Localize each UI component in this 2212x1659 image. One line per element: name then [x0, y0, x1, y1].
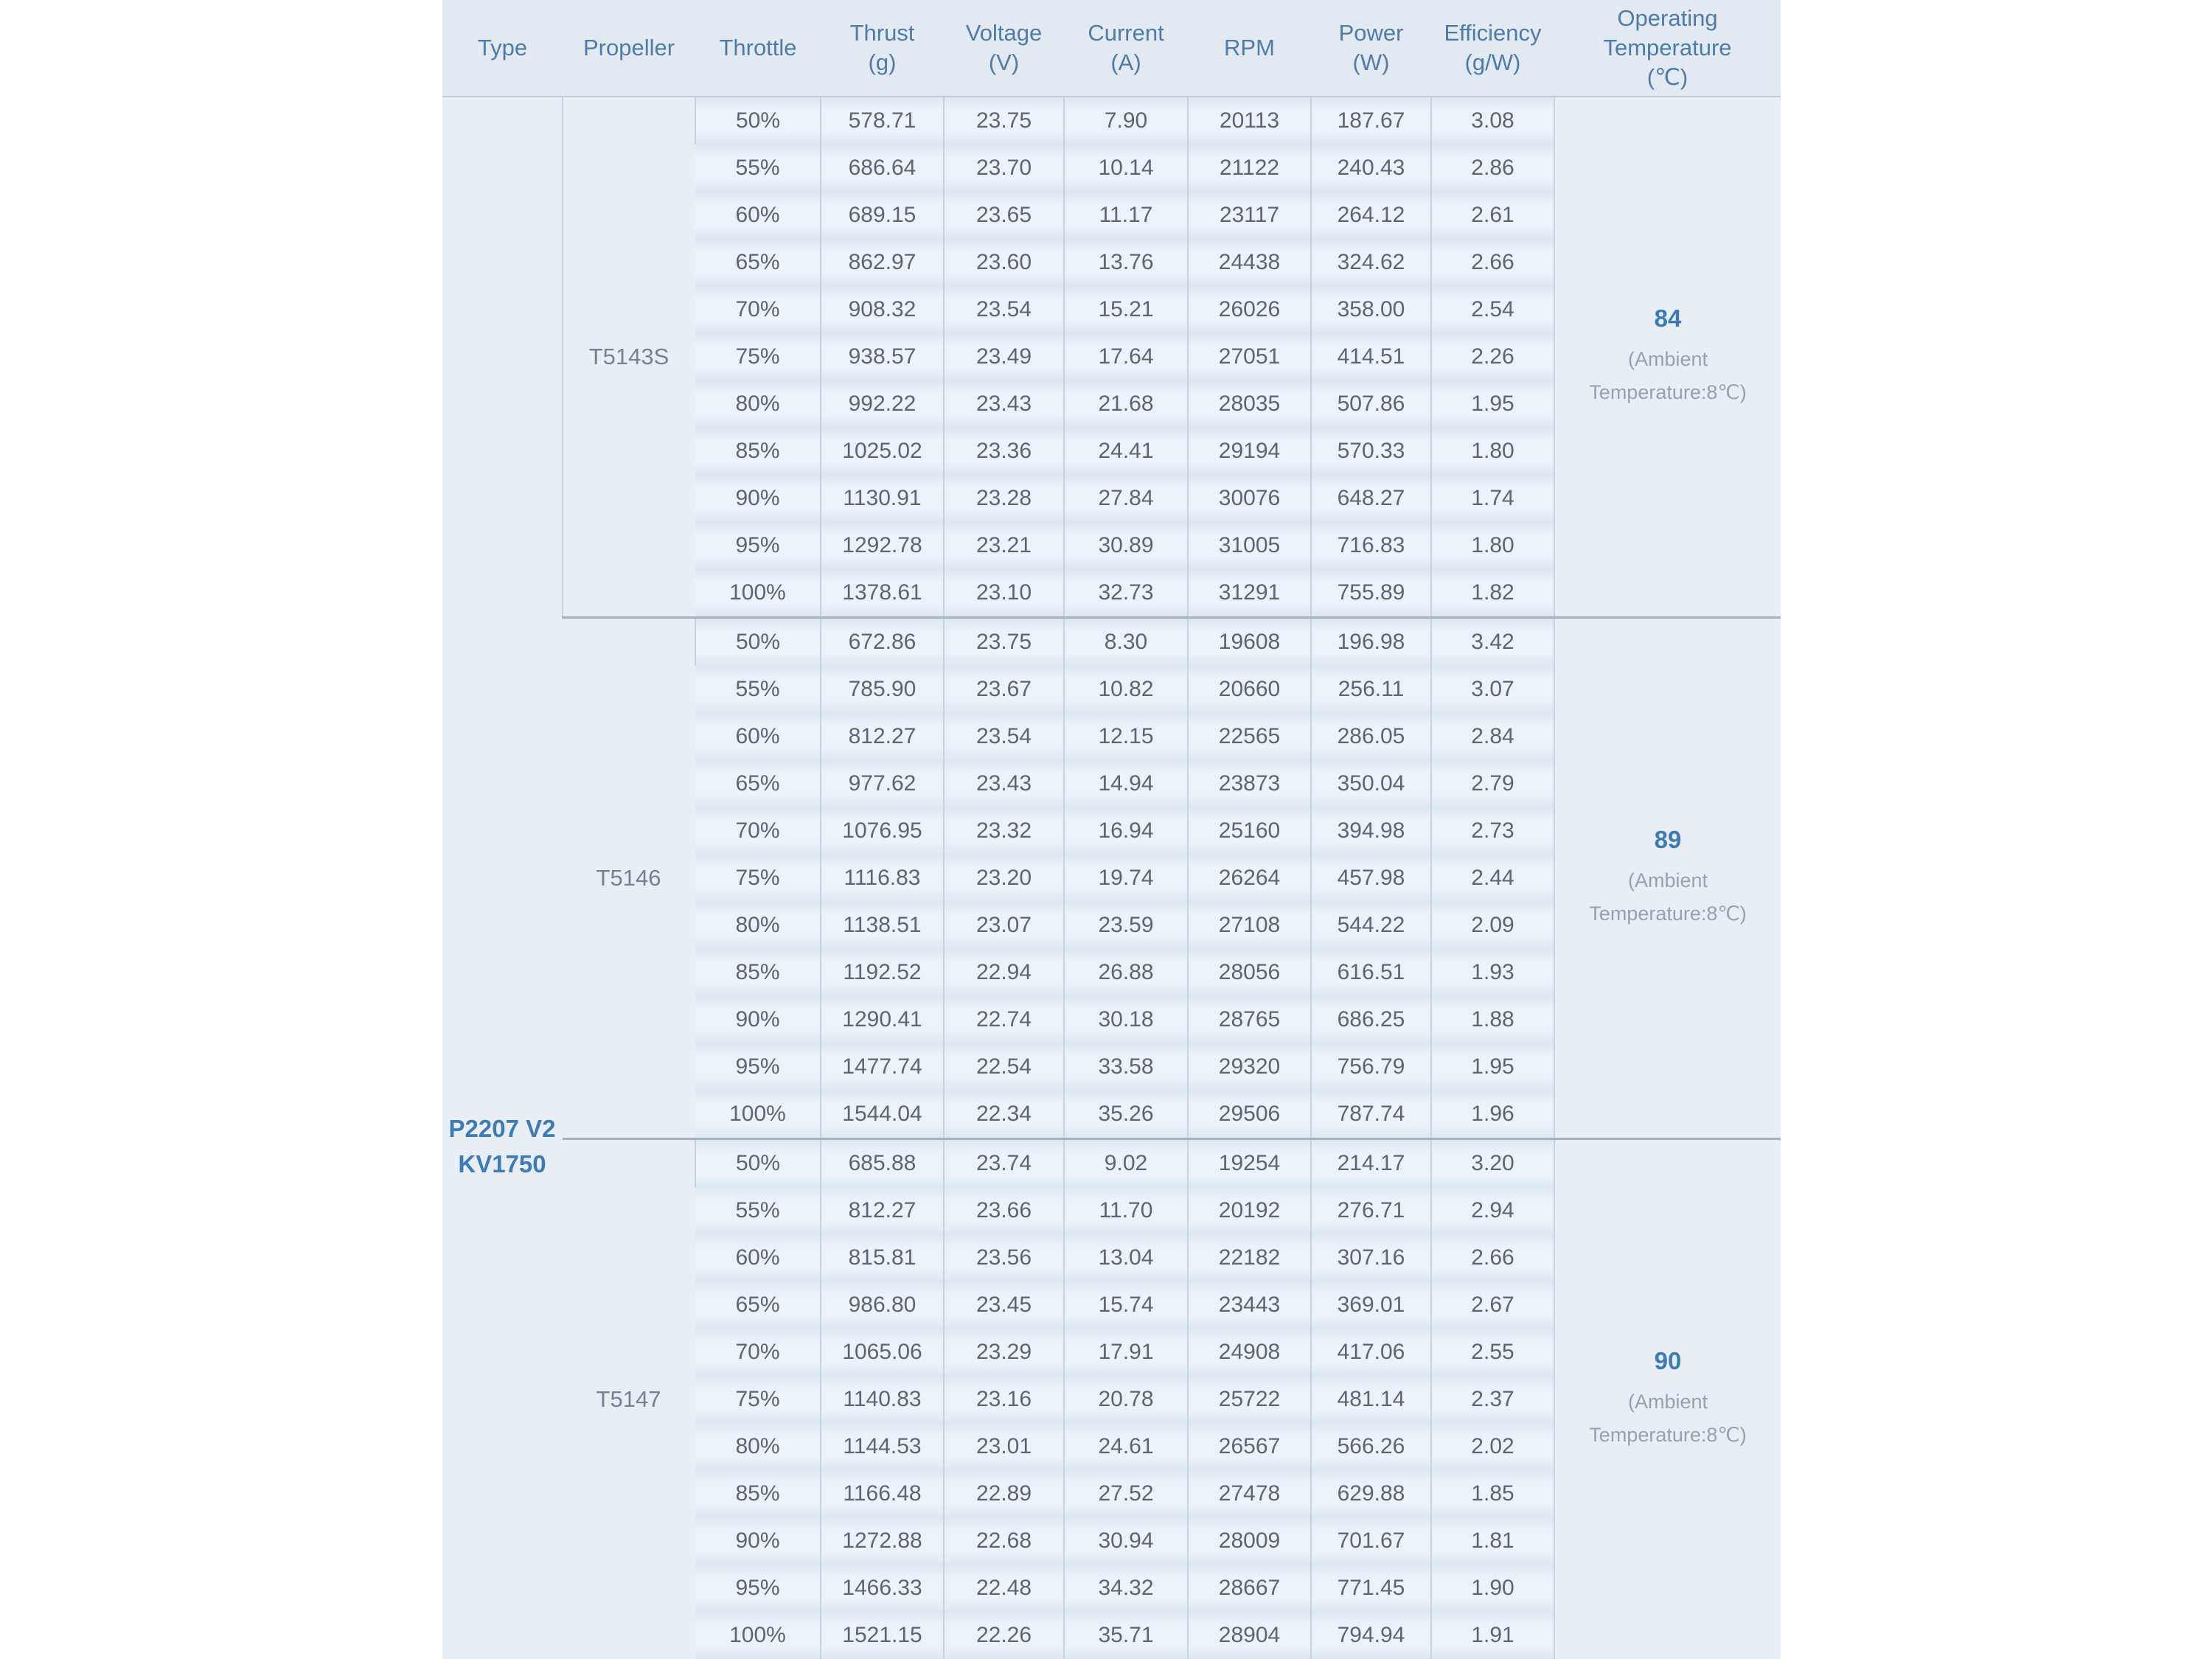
cell-rpm: 28035 — [1188, 380, 1311, 428]
cell-thrust: 1144.53 — [821, 1423, 944, 1470]
cell-current: 24.41 — [1064, 428, 1188, 475]
cell-power: 369.01 — [1311, 1281, 1431, 1329]
header-line: RPM — [1188, 33, 1311, 63]
cell-voltage: 23.74 — [944, 1139, 1064, 1188]
cell-voltage: 23.20 — [944, 855, 1064, 902]
ambient-temperature-note-line: Temperature:8℃) — [1555, 1419, 1781, 1452]
cell-throttle: 100% — [695, 1091, 821, 1139]
header-line: Voltage — [944, 18, 1064, 48]
cell-throttle: 95% — [695, 1043, 821, 1091]
cell-rpm: 26567 — [1188, 1423, 1311, 1470]
cell-voltage: 23.70 — [944, 145, 1064, 192]
ambient-temperature-note-line: (Ambient — [1555, 864, 1781, 897]
cell-current: 9.02 — [1064, 1139, 1188, 1188]
cell-rpm: 25160 — [1188, 807, 1311, 855]
cell-throttle: 50% — [695, 97, 821, 145]
cell-throttle: 65% — [695, 1281, 821, 1329]
cell-rpm: 27108 — [1188, 902, 1311, 949]
header-line: Throttle — [695, 33, 821, 63]
cell-efficiency: 2.09 — [1431, 902, 1554, 949]
cell-current: 13.04 — [1064, 1234, 1188, 1281]
cell-thrust: 689.15 — [821, 192, 944, 239]
motor-spec-table-container — [442, 0, 1781, 1659]
cell-efficiency: 1.82 — [1431, 569, 1554, 618]
cell-current: 20.78 — [1064, 1376, 1188, 1423]
cell-throttle: 85% — [695, 949, 821, 996]
cell-efficiency: 2.66 — [1431, 1234, 1554, 1281]
cell-current: 16.94 — [1064, 807, 1188, 855]
cell-thrust: 1466.33 — [821, 1565, 944, 1612]
cell-voltage: 22.68 — [944, 1517, 1064, 1565]
cell-current: 21.68 — [1064, 380, 1188, 428]
cell-power: 507.86 — [1311, 380, 1431, 428]
cell-current: 14.94 — [1064, 760, 1188, 807]
col-header-efficiency — [1431, 0, 1554, 97]
temperature-cell — [1554, 618, 1781, 1139]
cell-voltage: 23.54 — [944, 713, 1064, 760]
cell-thrust: 785.90 — [821, 666, 944, 713]
cell-rpm: 24438 — [1188, 239, 1311, 286]
cell-rpm: 20113 — [1188, 97, 1311, 145]
cell-throttle: 90% — [695, 475, 821, 522]
cell-rpm: 28904 — [1188, 1612, 1311, 1659]
cell-thrust: 812.27 — [821, 713, 944, 760]
col-header-throttle — [695, 0, 821, 97]
header-row — [442, 0, 1781, 97]
cell-thrust: 1378.61 — [821, 569, 944, 618]
temperature-cell — [1554, 1139, 1781, 1659]
cell-efficiency: 2.67 — [1431, 1281, 1554, 1329]
cell-voltage: 23.54 — [944, 286, 1064, 333]
cell-efficiency: 1.88 — [1431, 996, 1554, 1043]
cell-power: 787.74 — [1311, 1091, 1431, 1139]
cell-rpm: 27051 — [1188, 333, 1311, 380]
cell-current: 27.52 — [1064, 1470, 1188, 1517]
cell-efficiency: 2.61 — [1431, 192, 1554, 239]
cell-throttle: 90% — [695, 996, 821, 1043]
cell-voltage: 23.66 — [944, 1187, 1064, 1234]
header-unit: (g) — [821, 48, 944, 77]
cell-voltage: 23.56 — [944, 1234, 1064, 1281]
cell-thrust: 578.71 — [821, 97, 944, 145]
cell-voltage: 23.36 — [944, 428, 1064, 475]
cell-power: 276.71 — [1311, 1187, 1431, 1234]
cell-throttle: 100% — [695, 569, 821, 618]
header-line: Operating — [1554, 4, 1781, 33]
header-line: Type — [442, 33, 563, 63]
temperature-value: 90 — [1555, 1347, 1781, 1375]
cell-thrust: 1076.95 — [821, 807, 944, 855]
cell-efficiency: 2.54 — [1431, 286, 1554, 333]
cell-voltage: 22.54 — [944, 1043, 1064, 1091]
col-header-current — [1064, 0, 1188, 97]
cell-voltage: 23.32 — [944, 807, 1064, 855]
cell-voltage: 23.16 — [944, 1376, 1064, 1423]
cell-efficiency: 2.55 — [1431, 1329, 1554, 1376]
cell-efficiency: 1.80 — [1431, 522, 1554, 569]
col-header-power — [1311, 0, 1431, 97]
cell-rpm: 28667 — [1188, 1565, 1311, 1612]
cell-thrust: 1477.74 — [821, 1043, 944, 1091]
cell-thrust: 1521.15 — [821, 1612, 944, 1659]
cell-power: 286.05 — [1311, 713, 1431, 760]
cell-voltage: 23.28 — [944, 475, 1064, 522]
cell-power: 771.45 — [1311, 1565, 1431, 1612]
cell-power: 616.51 — [1311, 949, 1431, 996]
cell-current: 17.91 — [1064, 1329, 1188, 1376]
cell-voltage: 23.75 — [944, 618, 1064, 667]
cell-voltage: 23.75 — [944, 97, 1064, 145]
ambient-temperature-note-line: Temperature:8℃) — [1555, 897, 1781, 931]
ambient-temperature-note-line: (Ambient — [1555, 1385, 1781, 1419]
header-line: Efficiency — [1431, 18, 1554, 48]
cell-rpm: 21122 — [1188, 145, 1311, 192]
cell-current: 8.30 — [1064, 618, 1188, 667]
cell-thrust: 1130.91 — [821, 475, 944, 522]
cell-rpm: 20192 — [1188, 1187, 1311, 1234]
cell-thrust: 862.97 — [821, 239, 944, 286]
cell-current: 30.18 — [1064, 996, 1188, 1043]
cell-thrust: 685.88 — [821, 1139, 944, 1188]
cell-thrust: 1140.83 — [821, 1376, 944, 1423]
col-header-rpm — [1188, 0, 1311, 97]
cell-rpm: 29320 — [1188, 1043, 1311, 1091]
cell-throttle: 95% — [695, 1565, 821, 1612]
cell-power: 756.79 — [1311, 1043, 1431, 1091]
type-label-line: KV1750 — [442, 1147, 562, 1182]
cell-current: 15.74 — [1064, 1281, 1188, 1329]
cell-efficiency: 1.95 — [1431, 380, 1554, 428]
cell-throttle: 60% — [695, 1234, 821, 1281]
cell-voltage: 23.07 — [944, 902, 1064, 949]
cell-power: 324.62 — [1311, 239, 1431, 286]
cell-voltage: 23.29 — [944, 1329, 1064, 1376]
cell-efficiency: 2.86 — [1431, 145, 1554, 192]
cell-rpm: 31005 — [1188, 522, 1311, 569]
cell-efficiency: 1.93 — [1431, 949, 1554, 996]
cell-throttle: 85% — [695, 428, 821, 475]
cell-power: 256.11 — [1311, 666, 1431, 713]
cell-power: 187.67 — [1311, 97, 1431, 145]
cell-thrust: 992.22 — [821, 380, 944, 428]
cell-rpm: 22182 — [1188, 1234, 1311, 1281]
cell-throttle: 50% — [695, 618, 821, 667]
cell-thrust: 686.64 — [821, 145, 944, 192]
cell-power: 414.51 — [1311, 333, 1431, 380]
cell-current: 11.17 — [1064, 192, 1188, 239]
cell-rpm: 28009 — [1188, 1517, 1311, 1565]
cell-current: 10.82 — [1064, 666, 1188, 713]
cell-thrust: 812.27 — [821, 1187, 944, 1234]
cell-current: 19.74 — [1064, 855, 1188, 902]
cell-efficiency: 2.94 — [1431, 1187, 1554, 1234]
temperature-value: 89 — [1555, 826, 1781, 854]
cell-voltage: 22.26 — [944, 1612, 1064, 1659]
cell-thrust: 1025.02 — [821, 428, 944, 475]
cell-power: 629.88 — [1311, 1470, 1431, 1517]
cell-current: 24.61 — [1064, 1423, 1188, 1470]
cell-current: 34.32 — [1064, 1565, 1188, 1612]
cell-efficiency: 2.26 — [1431, 333, 1554, 380]
cell-voltage: 23.01 — [944, 1423, 1064, 1470]
ambient-temperature-note-line: Temperature:8℃) — [1555, 376, 1781, 409]
header-line: Propeller — [563, 33, 695, 63]
cell-power: 570.33 — [1311, 428, 1431, 475]
col-header-operating-temperature — [1554, 0, 1781, 97]
cell-power: 350.04 — [1311, 760, 1431, 807]
col-header-propeller — [563, 0, 695, 97]
cell-rpm: 23873 — [1188, 760, 1311, 807]
cell-current: 35.71 — [1064, 1612, 1188, 1659]
cell-throttle: 70% — [695, 286, 821, 333]
cell-thrust: 1065.06 — [821, 1329, 944, 1376]
cell-power: 358.00 — [1311, 286, 1431, 333]
cell-efficiency: 2.02 — [1431, 1423, 1554, 1470]
cell-power: 544.22 — [1311, 902, 1431, 949]
cell-voltage: 23.43 — [944, 760, 1064, 807]
cell-current: 11.70 — [1064, 1187, 1188, 1234]
cell-voltage: 23.21 — [944, 522, 1064, 569]
cell-power: 307.16 — [1311, 1234, 1431, 1281]
cell-rpm: 29506 — [1188, 1091, 1311, 1139]
cell-power: 566.26 — [1311, 1423, 1431, 1470]
type-cell — [442, 97, 563, 1659]
cell-thrust: 986.80 — [821, 1281, 944, 1329]
cell-power: 394.98 — [1311, 807, 1431, 855]
header-unit: (W) — [1311, 48, 1431, 77]
cell-voltage: 22.94 — [944, 949, 1064, 996]
cell-throttle: 75% — [695, 855, 821, 902]
cell-rpm: 24908 — [1188, 1329, 1311, 1376]
temperature-value: 84 — [1555, 305, 1781, 333]
cell-power: 214.17 — [1311, 1139, 1431, 1188]
cell-current: 17.64 — [1064, 333, 1188, 380]
cell-efficiency: 2.44 — [1431, 855, 1554, 902]
header-line: Temperature — [1554, 33, 1781, 63]
cell-throttle: 70% — [695, 807, 821, 855]
cell-efficiency: 1.80 — [1431, 428, 1554, 475]
propeller-cell: T5146 — [563, 618, 695, 1139]
cell-rpm: 25722 — [1188, 1376, 1311, 1423]
cell-thrust: 1272.88 — [821, 1517, 944, 1565]
cell-efficiency: 3.08 — [1431, 97, 1554, 145]
cell-throttle: 60% — [695, 713, 821, 760]
cell-power: 481.14 — [1311, 1376, 1431, 1423]
header-line: Thrust — [821, 18, 944, 48]
col-header-type — [442, 0, 563, 97]
cell-rpm: 22565 — [1188, 713, 1311, 760]
cell-thrust: 908.32 — [821, 286, 944, 333]
cell-throttle: 80% — [695, 902, 821, 949]
cell-voltage: 23.49 — [944, 333, 1064, 380]
col-header-thrust — [821, 0, 944, 97]
cell-thrust: 672.86 — [821, 618, 944, 667]
cell-current: 30.89 — [1064, 522, 1188, 569]
cell-voltage: 23.60 — [944, 239, 1064, 286]
cell-efficiency: 3.20 — [1431, 1139, 1554, 1188]
cell-thrust: 1544.04 — [821, 1091, 944, 1139]
cell-power: 648.27 — [1311, 475, 1431, 522]
cell-efficiency: 1.74 — [1431, 475, 1554, 522]
cell-power: 417.06 — [1311, 1329, 1431, 1376]
header-unit: (V) — [944, 48, 1064, 77]
cell-efficiency: 2.84 — [1431, 713, 1554, 760]
cell-thrust: 1116.83 — [821, 855, 944, 902]
cell-throttle: 65% — [695, 760, 821, 807]
cell-current: 7.90 — [1064, 97, 1188, 145]
cell-power: 264.12 — [1311, 192, 1431, 239]
cell-thrust: 1166.48 — [821, 1470, 944, 1517]
cell-throttle: 75% — [695, 333, 821, 380]
cell-voltage: 22.34 — [944, 1091, 1064, 1139]
cell-rpm: 26264 — [1188, 855, 1311, 902]
cell-throttle: 80% — [695, 1423, 821, 1470]
cell-rpm: 31291 — [1188, 569, 1311, 618]
cell-throttle: 55% — [695, 145, 821, 192]
cell-current: 33.58 — [1064, 1043, 1188, 1091]
cell-efficiency: 1.85 — [1431, 1470, 1554, 1517]
cell-efficiency: 1.81 — [1431, 1517, 1554, 1565]
cell-efficiency: 1.90 — [1431, 1565, 1554, 1612]
cell-voltage: 23.67 — [944, 666, 1064, 713]
cell-throttle: 80% — [695, 380, 821, 428]
cell-throttle: 85% — [695, 1470, 821, 1517]
propeller-cell: T5143S — [563, 97, 695, 618]
cell-current: 32.73 — [1064, 569, 1188, 618]
cell-power: 716.83 — [1311, 522, 1431, 569]
cell-rpm: 23117 — [1188, 192, 1311, 239]
type-label — [442, 1111, 562, 1182]
header-unit: (A) — [1064, 48, 1188, 77]
cell-rpm: 19608 — [1188, 618, 1311, 667]
temperature-cell — [1554, 97, 1781, 618]
cell-efficiency: 2.79 — [1431, 760, 1554, 807]
cell-thrust: 815.81 — [821, 1234, 944, 1281]
ambient-temperature-note-line: (Ambient — [1555, 343, 1781, 376]
cell-voltage: 22.74 — [944, 996, 1064, 1043]
cell-current: 27.84 — [1064, 475, 1188, 522]
cell-power: 196.98 — [1311, 618, 1431, 667]
cell-thrust: 1292.78 — [821, 522, 944, 569]
header-unit: (℃) — [1554, 63, 1781, 92]
cell-thrust: 1138.51 — [821, 902, 944, 949]
cell-efficiency: 1.96 — [1431, 1091, 1554, 1139]
table-row — [442, 97, 1781, 145]
header-line: Power — [1311, 18, 1431, 48]
cell-current: 30.94 — [1064, 1517, 1188, 1565]
cell-current: 35.26 — [1064, 1091, 1188, 1139]
cell-efficiency: 2.37 — [1431, 1376, 1554, 1423]
cell-power: 686.25 — [1311, 996, 1431, 1043]
cell-rpm: 28056 — [1188, 949, 1311, 996]
table-row — [442, 618, 1781, 667]
cell-efficiency: 2.66 — [1431, 239, 1554, 286]
cell-efficiency: 1.95 — [1431, 1043, 1554, 1091]
cell-throttle: 50% — [695, 1139, 821, 1188]
cell-current: 26.88 — [1064, 949, 1188, 996]
cell-throttle: 95% — [695, 522, 821, 569]
cell-efficiency: 3.07 — [1431, 666, 1554, 713]
cell-rpm: 19254 — [1188, 1139, 1311, 1188]
motor-spec-table — [442, 0, 1781, 1659]
cell-voltage: 23.43 — [944, 380, 1064, 428]
cell-rpm: 23443 — [1188, 1281, 1311, 1329]
cell-current: 12.15 — [1064, 713, 1188, 760]
cell-throttle: 90% — [695, 1517, 821, 1565]
ambient-temperature-note — [1555, 343, 1781, 408]
cell-thrust: 938.57 — [821, 333, 944, 380]
cell-voltage: 23.45 — [944, 1281, 1064, 1329]
cell-thrust: 977.62 — [821, 760, 944, 807]
cell-thrust: 1192.52 — [821, 949, 944, 996]
cell-current: 10.14 — [1064, 145, 1188, 192]
cell-rpm: 27478 — [1188, 1470, 1311, 1517]
cell-power: 755.89 — [1311, 569, 1431, 618]
table-row — [442, 1139, 1781, 1188]
cell-rpm: 26026 — [1188, 286, 1311, 333]
cell-power: 457.98 — [1311, 855, 1431, 902]
cell-voltage: 22.48 — [944, 1565, 1064, 1612]
cell-voltage: 23.10 — [944, 569, 1064, 618]
cell-rpm: 29194 — [1188, 428, 1311, 475]
cell-rpm: 28765 — [1188, 996, 1311, 1043]
col-header-voltage — [944, 0, 1064, 97]
cell-efficiency: 3.42 — [1431, 618, 1554, 667]
header-unit: (g/W) — [1431, 48, 1554, 77]
cell-throttle: 55% — [695, 666, 821, 713]
cell-current: 15.21 — [1064, 286, 1188, 333]
type-label-line: P2207 V2 — [442, 1111, 562, 1147]
cell-rpm: 20660 — [1188, 666, 1311, 713]
cell-thrust: 1290.41 — [821, 996, 944, 1043]
cell-rpm: 30076 — [1188, 475, 1311, 522]
ambient-temperature-note — [1555, 1385, 1781, 1451]
cell-power: 794.94 — [1311, 1612, 1431, 1659]
header-line: Current — [1064, 18, 1188, 48]
cell-voltage: 23.65 — [944, 192, 1064, 239]
cell-efficiency: 1.91 — [1431, 1612, 1554, 1659]
cell-power: 701.67 — [1311, 1517, 1431, 1565]
cell-throttle: 60% — [695, 192, 821, 239]
cell-power: 240.43 — [1311, 145, 1431, 192]
cell-throttle: 70% — [695, 1329, 821, 1376]
cell-throttle: 55% — [695, 1187, 821, 1234]
cell-current: 23.59 — [1064, 902, 1188, 949]
cell-efficiency: 2.73 — [1431, 807, 1554, 855]
cell-current: 13.76 — [1064, 239, 1188, 286]
propeller-cell: T5147 — [563, 1139, 695, 1659]
cell-voltage: 22.89 — [944, 1470, 1064, 1517]
ambient-temperature-note — [1555, 864, 1781, 930]
cell-throttle: 65% — [695, 239, 821, 286]
cell-throttle: 75% — [695, 1376, 821, 1423]
cell-throttle: 100% — [695, 1612, 821, 1659]
